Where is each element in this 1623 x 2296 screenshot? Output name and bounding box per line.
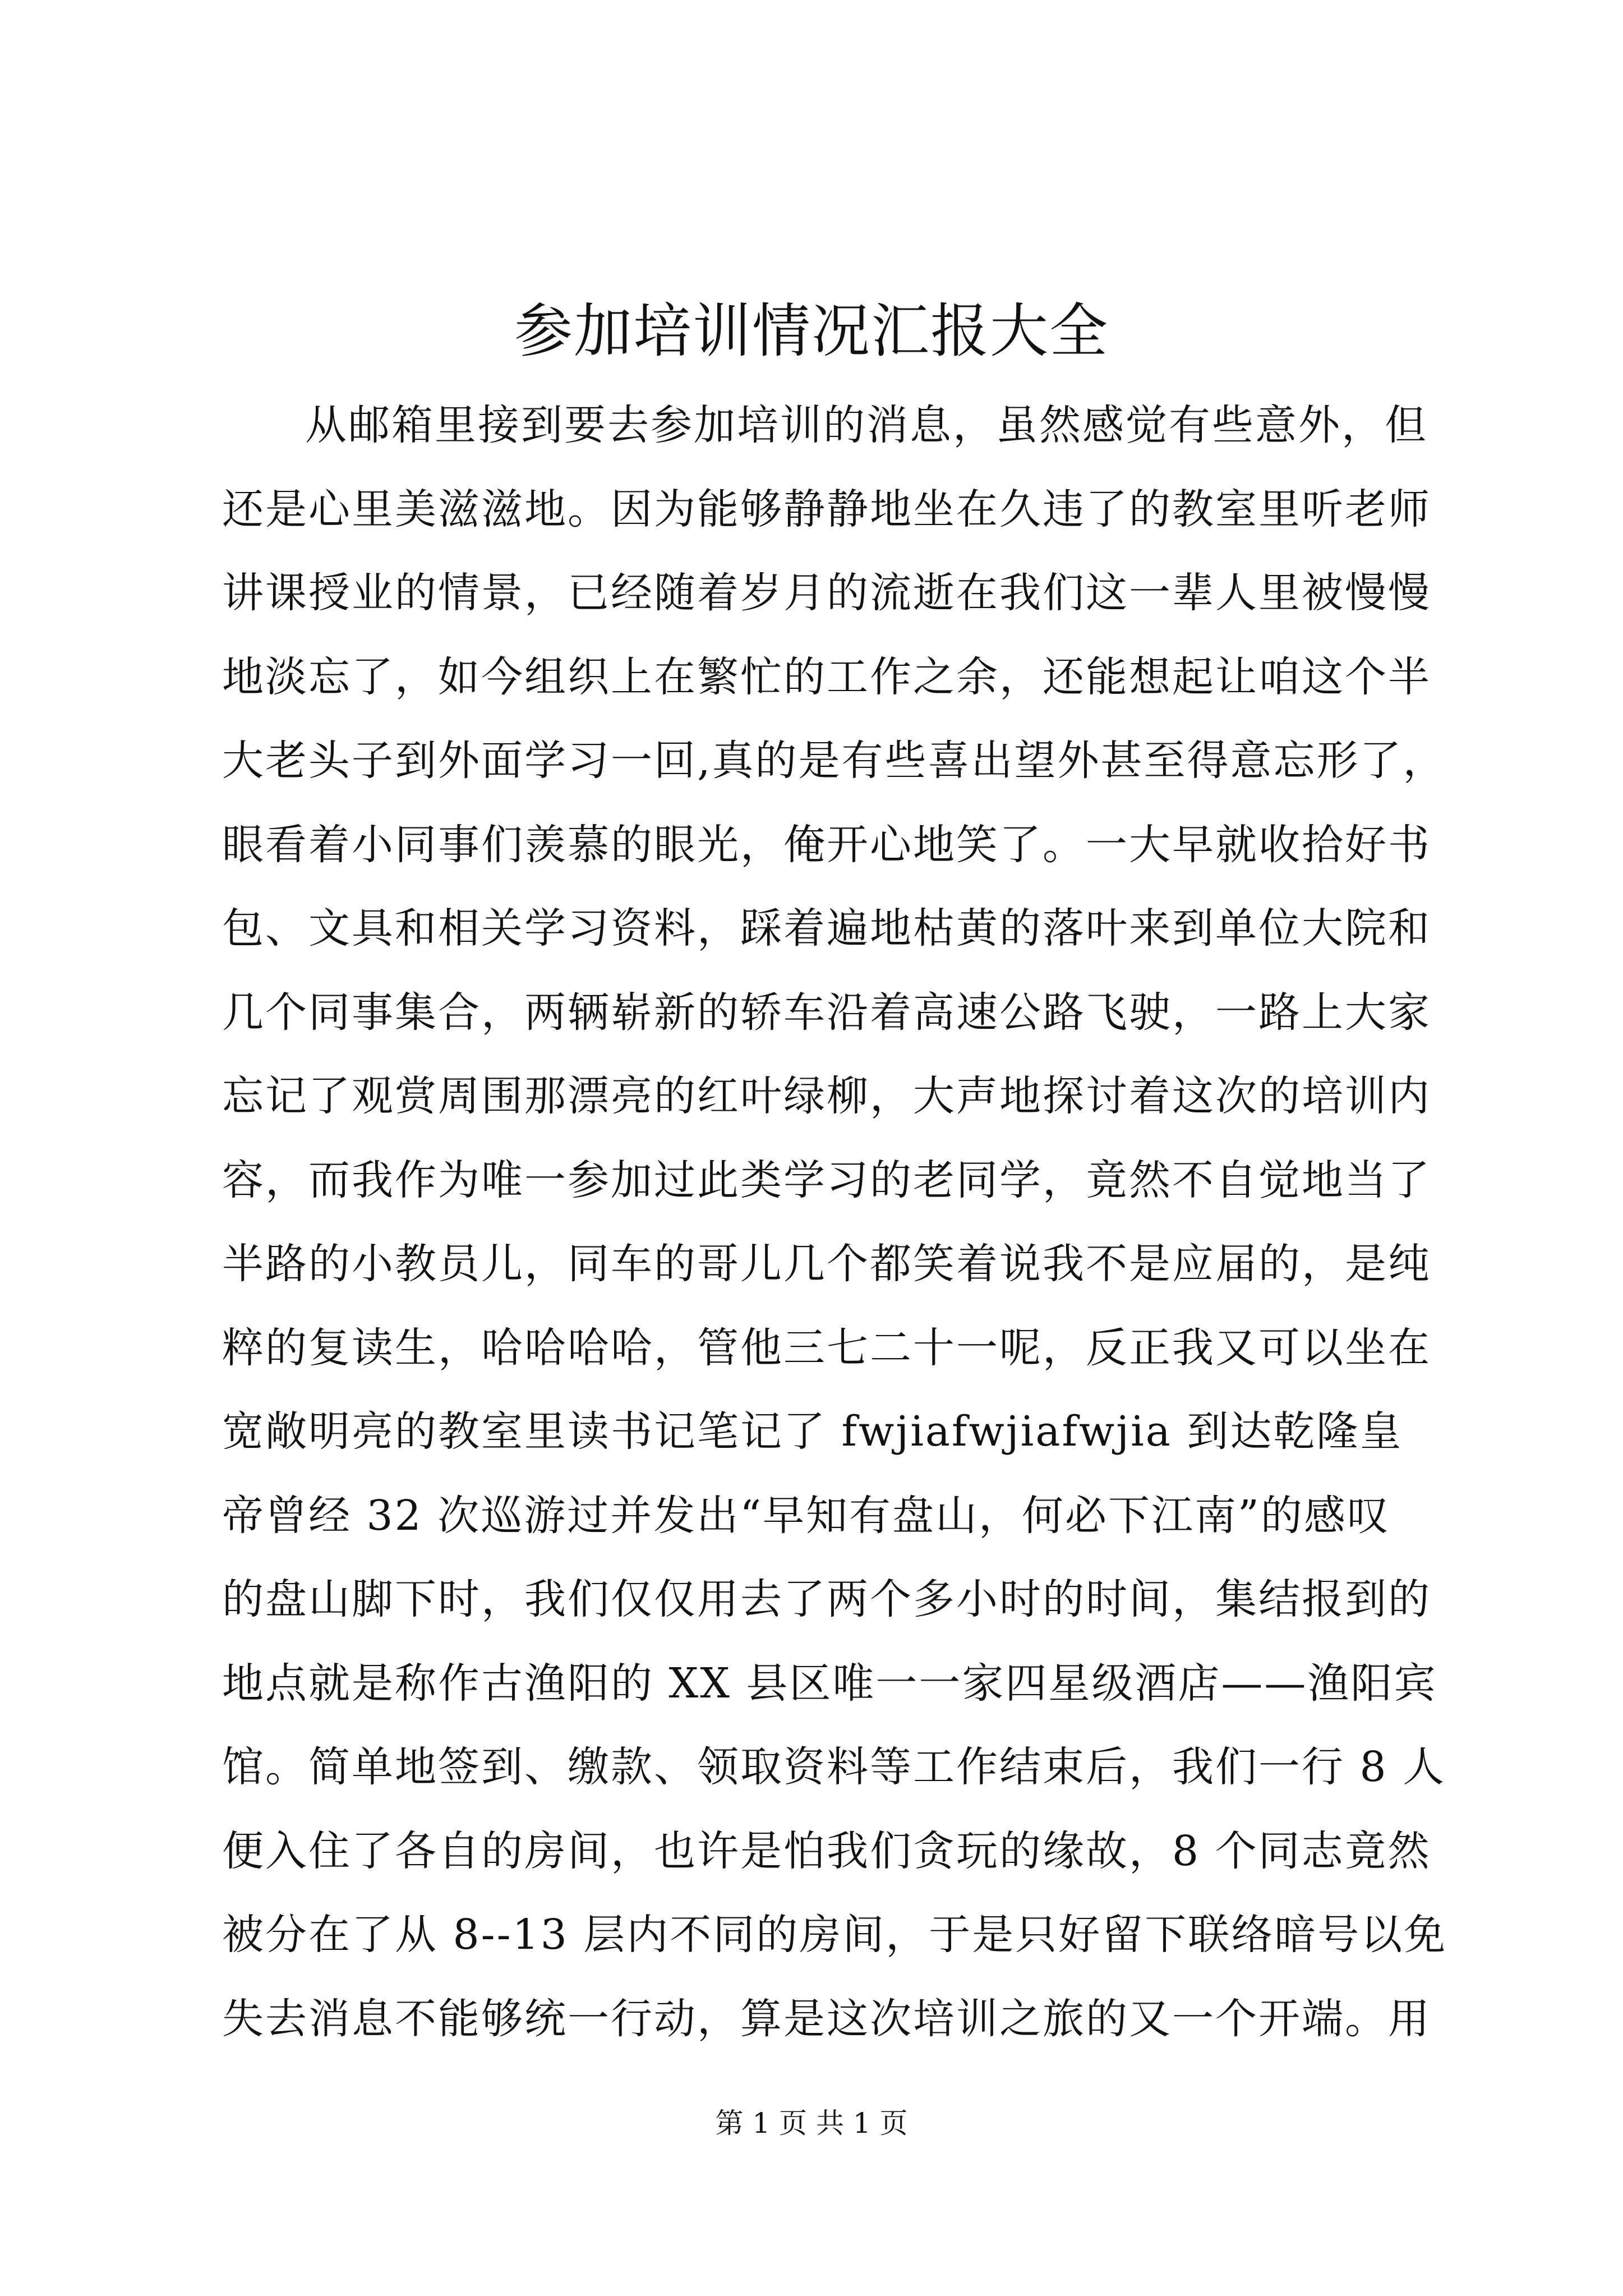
body-line: 讲课授业的情景，已经随着岁月的流逝在我们这一辈人里被慢慢 [222, 569, 1431, 617]
body-line: 从邮箱里接到要去参加培训的消息，虽然感觉有些意外，但 [305, 401, 1428, 449]
body-line: 粹的复读生，哈哈哈哈，管他三七二十一呢，反正我又可以坐在 [222, 1323, 1431, 1372]
document-title: 参加培训情况汇报大全 [514, 297, 1109, 365]
body-line: 大老头子到外面学习一回,真的是有些喜出望外甚至得意忘形了， [222, 737, 1446, 785]
body-line: 地淡忘了，如今组织上在繁忙的工作之余，还能想起让咱这个半 [222, 652, 1431, 701]
body-line: 的盘山脚下时，我们仅仅用去了两个多小时的时间，集结报到的 [222, 1575, 1431, 1623]
body-line: 眼看着小同事们羡慕的眼光，俺开心地笑了。一大早就收拾好书 [222, 820, 1431, 869]
body-line: 半路的小教员儿，同车的哥儿几个都笑着说我不是应届的，是纯 [222, 1240, 1431, 1288]
body-line: 馆。简单地签到、缴款、领取资料等工作结束后，我们一行 8 人 [222, 1743, 1446, 1791]
body-line: 帝曾经 32 次巡游过并发出“早知有盘山，何必下江南”的感叹 [222, 1491, 1390, 1540]
body-line: 几个同事集合，两辆崭新的轿车沿着高速公路飞驶，一路上大家 [222, 988, 1431, 1037]
body-line: 被分在了从 8--13 层内不同的房间，于是只好留下联络暗号以免 [222, 1911, 1447, 1959]
body-line: 还是心里美滋滋地。因为能够静静地坐在久违了的教室里听老师 [222, 485, 1431, 533]
body-line: 容，而我作为唯一参加过此类学习的老同学，竟然不自觉地当了 [222, 1156, 1431, 1204]
body-line: 宽敞明亮的教室里读书记笔记了 fwjiafwjiafwjia 到达乾隆皇 [222, 1407, 1403, 1456]
body-line: 忘记了观赏周围那漂亮的红叶绿柳，大声地探讨着这次的培训内 [222, 1072, 1431, 1120]
body-line: 失去消息不能够统一行动，算是这次培训之旅的又一个开端。用 [222, 1994, 1431, 2043]
body-line: 便入住了各自的房间，也许是怕我们贪玩的缘故，8 个同志竟然 [222, 1826, 1431, 1875]
body-line: 地点就是称作古渔阳的 XX 县区唯一一家四星级酒店——渔阳宾 [222, 1659, 1437, 1708]
body-line: 包、文具和相关学习资料，踩着遍地枯黄的落叶来到单位大院和 [222, 904, 1431, 953]
page-footer: 第 1 页 共 1 页 [715, 2107, 908, 2139]
document-body [222, 384, 1447, 2061]
